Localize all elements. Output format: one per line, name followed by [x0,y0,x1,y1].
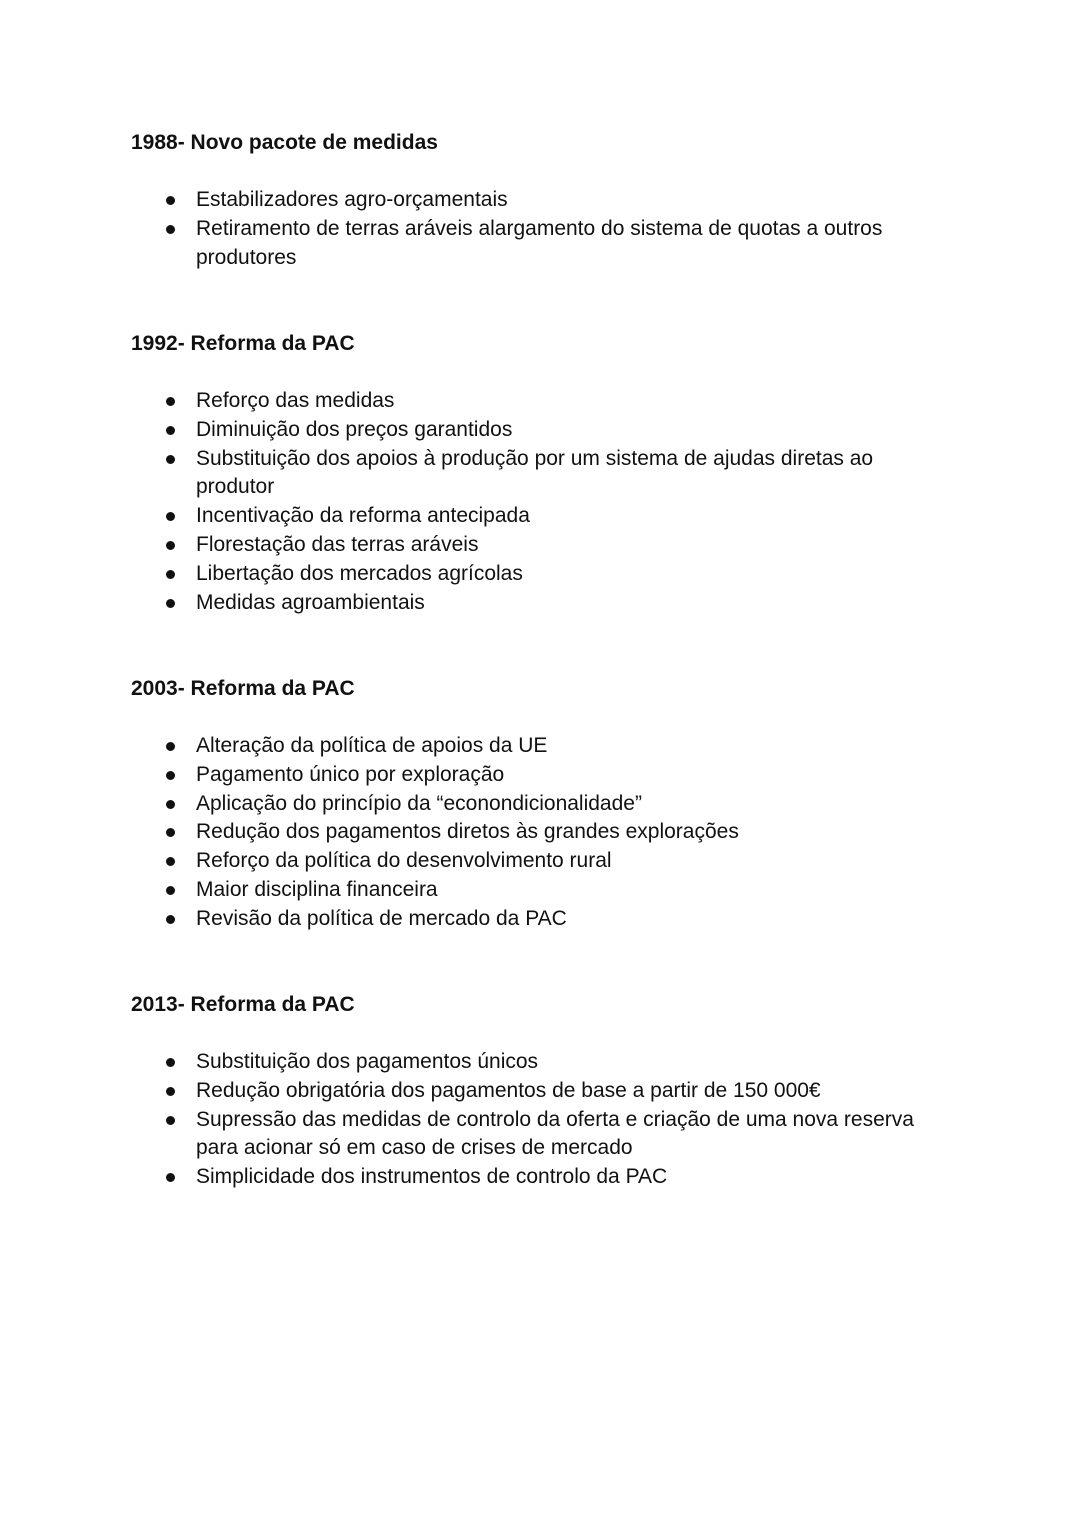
list-item-text: Maior disciplina financeira [196,877,438,901]
bullet-icon [166,1087,175,1096]
bullet-icon [166,886,175,895]
bullet-list [0,186,1080,272]
bullet-list [0,732,1080,934]
list-item-text: Reforço das medidas [196,389,395,412]
bullet-icon [166,225,175,234]
bullet-icon [166,857,175,866]
list-item [0,387,956,416]
list-item [0,186,956,215]
list-item-text: Supressão das medidas de controlo da oferta e criação de uma nova reserva para acionar só em caso de crises de mercado [196,1107,914,1160]
bullet-icon [166,512,175,521]
list-item-text: Estabilizadores agro-orçamentais [196,188,508,211]
list-item [0,1077,956,1106]
list-item-text: Alteração da política de apoios da UE [196,734,548,757]
bullet-icon [166,196,175,205]
bullet-icon [166,742,175,751]
bullet-icon [166,1058,175,1067]
list-item [0,847,956,876]
bullet-list [0,387,1080,617]
bullet-icon [166,828,175,837]
list-item [0,818,956,847]
list-item [0,416,956,445]
list-item [0,531,956,560]
list-item-text: Substituição dos pagamentos únicos [196,1050,539,1073]
list-item [0,1048,956,1077]
section-heading: 1992- Reforma da PAC [131,332,355,355]
list-item-text: Revisão da política de mercado da PAC [196,906,567,930]
bullet-icon [166,599,175,608]
list-item [0,589,956,618]
list-item-text: Florestação das terras aráveis [196,532,479,556]
bullet-icon [166,800,175,809]
list-item-text: Medidas agroambientais [196,590,425,614]
list-item-text: Substituição dos apoios à produção por um sistema de ajudas diretas ao produtor [196,446,874,499]
list-item [0,1106,956,1164]
bullet-icon [166,771,175,780]
section-heading: 2013- Reforma da PAC [131,993,355,1016]
bullet-list [0,1048,1080,1192]
list-item [0,761,956,790]
list-item [0,560,956,589]
bullet-icon [166,1116,175,1125]
list-item-text: Libertação dos mercados agrícolas [196,561,523,585]
list-item [0,445,956,503]
list-item-text: Simplicidade dos instrumentos de controlo da PAC [196,1165,668,1189]
section-heading: 2003- Reforma da PAC [131,677,355,700]
bullet-icon [166,426,175,435]
section-heading: 1988- Novo pacote de medidas [131,131,438,154]
bullet-icon [166,570,175,579]
bullet-icon [166,397,175,406]
list-item-text: Retiramento de terras aráveis alargamento do sistema de quotas a outros produtores [196,216,883,269]
list-item [0,1163,956,1192]
bullet-icon [166,1173,175,1182]
list-item [0,790,956,819]
list-item [0,215,956,273]
list-item [0,876,956,905]
list-item [0,502,956,531]
list-item-text: Redução dos pagamentos diretos às grandes explorações [196,820,739,844]
bullet-icon [166,915,175,924]
list-item-text: Reforço da política do desenvolvimento rural [196,849,612,873]
list-item [0,905,956,934]
list-item-text: Redução obrigatória dos pagamentos de base a partir de 150 000€ [196,1078,821,1102]
list-item-text: Incentivação da reforma antecipada [196,504,530,528]
list-item-text: Aplicação do princípio da “econondicionalidade” [196,791,642,815]
bullet-icon [166,455,175,464]
list-item [0,732,956,761]
list-item-text: Diminuição dos preços garantidos [196,417,513,441]
list-item-text: Pagamento único por exploração [196,762,505,786]
bullet-icon [166,541,175,550]
